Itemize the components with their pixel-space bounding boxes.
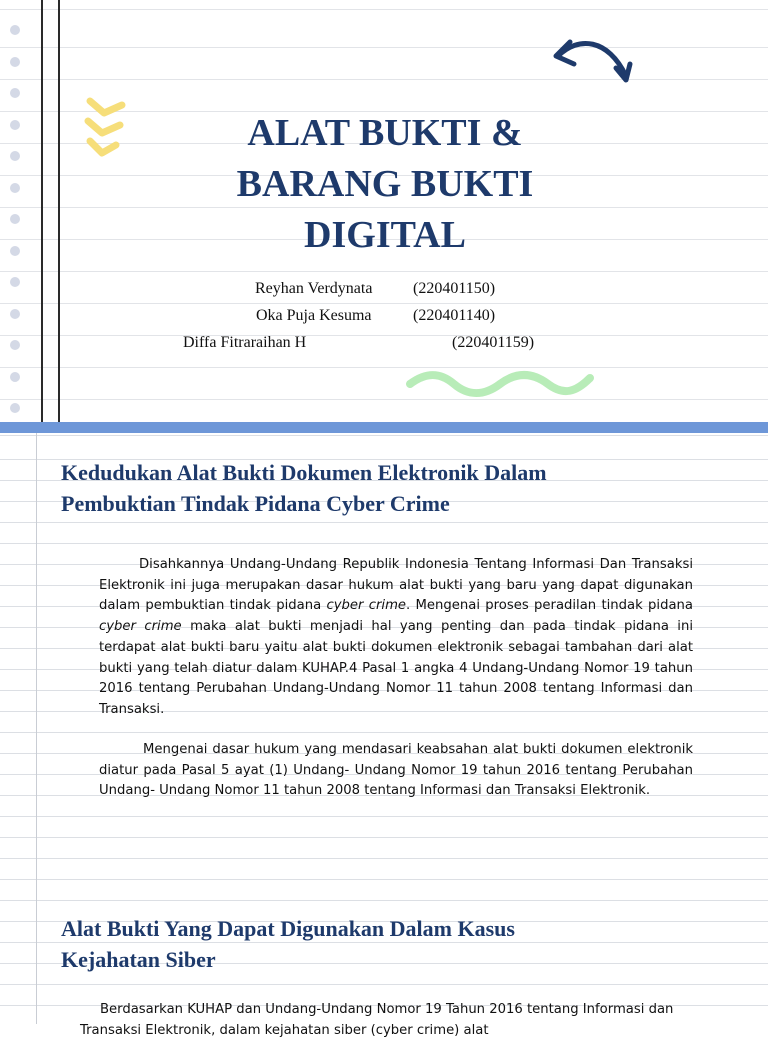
author-id: (220401159) (452, 334, 535, 351)
content-slide (0, 433, 768, 1038)
notebook-hole-icon (10, 309, 20, 319)
author-name: Diffa Fitraraihan H (183, 334, 307, 351)
notebook-hole-icon (10, 214, 20, 224)
body-paragraph (80, 1000, 680, 1041)
notebook-hole-icon (10, 246, 20, 256)
notebook-hole-icon (10, 277, 20, 287)
paragraph-text: Mengenai dasar hukum yang mendasari keabsahan alat bukti dokumen elektronik diatur pada Pasal 5 ayat (1) Undang- Undang Nomor 19 tahun 2016 tentang Perubahan Undang- Undang Nomor 11 tahun 2008 tentang Informasi dan Transaksi Elektronik. (99, 742, 693, 799)
notebook-hole-icon (10, 57, 20, 67)
author-name: Reyhan Verdynata (255, 280, 373, 297)
squiggle-decoration-icon (404, 368, 596, 400)
heading-line: Alat Bukti Yang Dapat Digunakan Dalam Kasus (61, 916, 515, 941)
paragraph-text: . Mengenai proses peradilan tindak pidana (406, 598, 693, 614)
author-name: Oka Puja Kesuma (256, 307, 372, 324)
margin-line-right (58, 0, 60, 430)
author-id: (220401150) (413, 280, 496, 297)
margin-line-left (41, 0, 43, 430)
slide-title (150, 108, 620, 261)
heading-line: Kedudukan Alat Bukti Dokumen Elektronik Dalam (61, 460, 547, 485)
notebook-hole-icon (10, 372, 20, 382)
notebook-hole-icon (10, 403, 20, 413)
title-line: BARANG BUKTI (236, 163, 534, 205)
title-line: DIGITAL (304, 214, 466, 256)
notebook-hole-icon (10, 151, 20, 161)
section-heading (61, 913, 661, 975)
title-line: ALAT BUKTI & (247, 112, 523, 154)
notebook-holes (0, 0, 32, 422)
italic-term: cyber crime (99, 619, 182, 635)
italic-term: cyber crime (326, 598, 407, 614)
paragraph-text: Disahkannya Undang-Undang Republik Indonesia Tentang Informasi Dan Transaksi Elektronik ini juga merupakan dasar hukum alat bukti yang baru yang dapat digunakan dalam pembuktian tindak pidana (99, 557, 693, 614)
slide-divider (0, 422, 768, 433)
title-slide (0, 0, 768, 422)
notebook-hole-icon (10, 120, 20, 130)
section-heading (61, 457, 661, 519)
notebook-hole-icon (10, 25, 20, 35)
paragraph-text: maka alat bukti menjadi hal yang penting dan pada tindak pidana ini terdapat alat bukti baru yaitu alat bukti dokumen elektronik sebagai tambahan dari alat bukti yang telah diatur dalam KUHAP.4 Pasal 1 angka 4 Undang-Undang Nomor 19 tahun 2016 tentang Perubahan Undang-Undang Nomor 11 tahun 2008 tentang Informasi dan Transaksi. (99, 619, 693, 717)
heading-line: Pembuktian Tindak Pidana Cyber Crime (61, 491, 450, 516)
notebook-hole-icon (10, 88, 20, 98)
notebook-hole-icon (10, 183, 20, 193)
body-paragraph (99, 555, 693, 721)
paragraph-text: Berdasarkan KUHAP dan Undang-Undang Nomor 19 Tahun 2016 tentang Informasi dan Transaksi Elektronik, dalam kejahatan siber (cyber crime) alat (80, 1002, 674, 1038)
chevron-decoration-icon (82, 95, 132, 165)
notebook-hole-icon (10, 340, 20, 350)
curved-arrow-icon (550, 32, 636, 90)
body-paragraph (99, 740, 693, 802)
margin-line (36, 433, 37, 1024)
author-id: (220401140) (413, 307, 496, 324)
heading-line: Kejahatan Siber (61, 947, 216, 972)
